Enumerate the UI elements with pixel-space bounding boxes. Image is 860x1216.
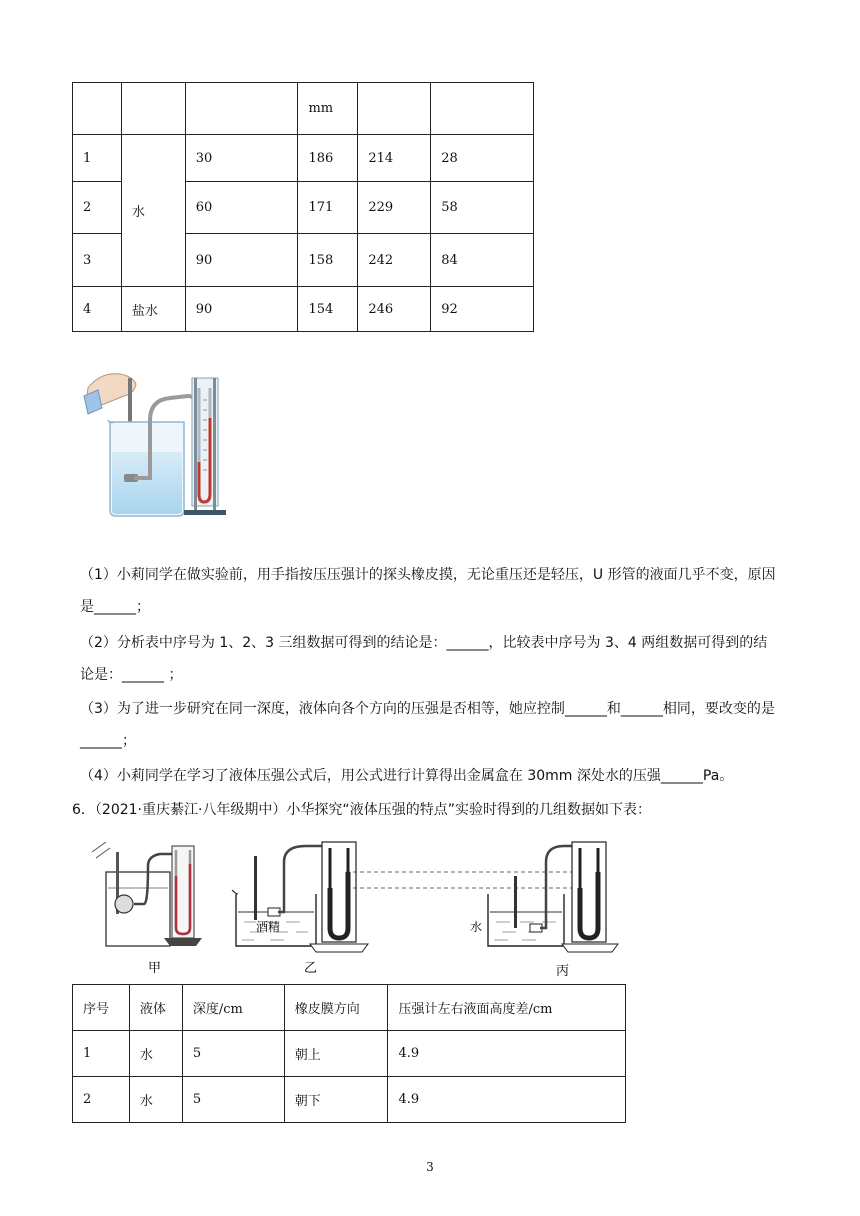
table-cell: 液体 (129, 985, 182, 1031)
table-cell: 229 (358, 182, 431, 234)
table-header-row (73, 985, 626, 1031)
table-cell: 序号 (73, 985, 130, 1031)
table-cell: 92 (431, 287, 534, 332)
table-cell: 压强计左右液面高度差/cm (388, 985, 626, 1031)
question-2: （2）分析表中序号为 1、2、3 三组数据可得到的结论是：______，比较表中序号为 3、4 两组数据可得到的结论是：______ ； (80, 635, 768, 683)
table-cell-liquid: 水 (121, 135, 185, 287)
table-row (73, 287, 534, 332)
label-alcohol: 酒精 (255, 920, 280, 934)
question-4: （4）小莉同学在学习了液体压强公式后，用公式进行计算得出金属盒在 30mm 深处水的压强______Pa。 (80, 768, 734, 784)
table-cell: 30 (185, 135, 298, 182)
table-cell: 28 (431, 135, 534, 182)
table-cell: 2 (73, 182, 122, 234)
table-cell (358, 83, 431, 135)
table-cell: 4.9 (388, 1031, 626, 1077)
table-cell: 90 (185, 234, 298, 287)
table-header-row (73, 83, 534, 135)
table-row (73, 1031, 626, 1077)
table-cell: 246 (358, 287, 431, 332)
table-cell: 1 (73, 135, 122, 182)
table-cell: 90 (185, 287, 298, 332)
question-3: （3）为了进一步研究在同一深度，液体向各个方向的压强是否相等，她应控制______和______相同，要改变的是______； (80, 701, 775, 749)
table-cell (73, 83, 122, 135)
table-cell: 4 (73, 287, 122, 332)
table-cell: 3 (73, 234, 122, 287)
table-cell (431, 83, 534, 135)
data-table-2 (72, 984, 626, 1123)
table-cell: 朝下 (284, 1077, 388, 1123)
table-cell: 5 (182, 1031, 284, 1077)
figure-yi (232, 842, 368, 952)
table-cell-liquid: 盐水 (121, 287, 185, 332)
table-cell: 84 (431, 234, 534, 287)
table-cell: 水 (129, 1077, 182, 1123)
table-cell: 4.9 (388, 1077, 626, 1123)
table-cell: 2 (73, 1077, 130, 1123)
table-cell: 58 (431, 182, 534, 234)
table-cell: 158 (298, 234, 358, 287)
question-1: （1）小莉同学在做实验前，用手指按压压强计的探头橡皮摸，无论重压还是轻压，U 形管的液面几乎不变，原因是______； (80, 567, 776, 615)
page-number: 3 (426, 1160, 434, 1174)
figure-jia (92, 842, 202, 946)
pressure-gauge-illustration (80, 360, 240, 520)
table-cell: 1 (73, 1031, 130, 1077)
label-bing: 丙 (556, 964, 570, 979)
table-cell: 171 (298, 182, 358, 234)
table-cell: 60 (185, 182, 298, 234)
table-row (73, 135, 534, 182)
data-table-1 (72, 82, 534, 332)
table-cell: 5 (182, 1077, 284, 1123)
table-cell: 154 (298, 287, 358, 332)
table-cell: 朝上 (284, 1031, 388, 1077)
table-cell: 橡皮膜方向 (284, 985, 388, 1031)
experiment-figure-jia-yi-bing (84, 836, 624, 981)
table-cell: 242 (358, 234, 431, 287)
table-cell: 186 (298, 135, 358, 182)
figure-bing (488, 842, 618, 952)
table-cell (121, 83, 185, 135)
table-cell: 214 (358, 135, 431, 182)
table-cell: 深度/cm (182, 985, 284, 1031)
table-cell: 水 (129, 1031, 182, 1077)
table-row (73, 1077, 626, 1123)
question-6-intro: 6．（2021·重庆綦江·八年级期中）小华探究“液体压强的特点”实验时得到的几组数据如下表： (72, 802, 651, 818)
table-cell: mm (298, 83, 358, 135)
label-jia: 甲 (148, 961, 162, 976)
label-yi: 乙 (304, 961, 318, 976)
label-water: 水 (469, 920, 482, 934)
table-cell (185, 83, 298, 135)
